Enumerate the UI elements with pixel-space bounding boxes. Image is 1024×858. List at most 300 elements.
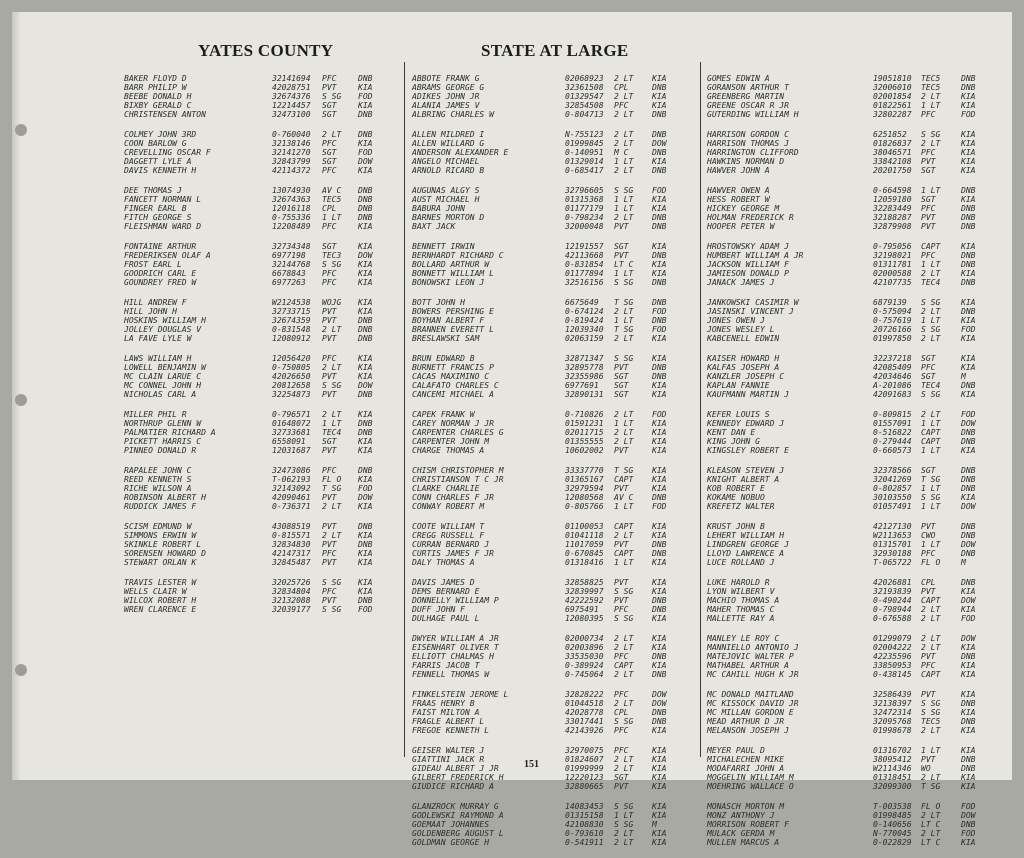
entry-status: KIA: [358, 139, 373, 148]
entry-serial: W2113653: [873, 531, 912, 540]
entry-serial: 32132088: [272, 596, 311, 605]
entry-status: FOD: [358, 605, 373, 614]
entry-serial: 33337770: [565, 466, 604, 475]
entry-name: CHISM CHRISTOPHER M: [412, 466, 504, 475]
entry-grade: FL O: [921, 802, 941, 811]
entry-status: DOW: [358, 381, 373, 390]
entry-grade: PFC: [921, 363, 936, 372]
entry-serial: 33017441: [565, 717, 604, 726]
entry-grade: 2 LT: [921, 634, 941, 643]
entry-grade: SGT: [921, 466, 936, 475]
roster-entry: [707, 157, 1005, 166]
entry-serial: 32843799: [272, 157, 311, 166]
roster-entry: [707, 838, 1005, 847]
entry-serial: 01998485: [873, 811, 912, 820]
entry-name: BOLLARD ARTHUR W: [412, 260, 490, 269]
entry-grade: PVT: [614, 222, 629, 231]
entry-serial: 0-710826: [565, 410, 604, 419]
entry-name: ALLEN WILLARD G: [412, 139, 485, 148]
roster-entry: [412, 522, 694, 531]
roster-entry: [707, 390, 1005, 399]
entry-status: KIA: [652, 746, 667, 755]
entry-name: GILBERT FREDERICK H: [412, 773, 504, 782]
entry-name: KINGSLEY ROBERT E: [707, 446, 789, 455]
entry-grade: S SG: [921, 493, 941, 502]
roster-entry: [124, 587, 396, 596]
entry-status: KIA: [652, 242, 667, 251]
entry-serial: 33842108: [873, 157, 912, 166]
entry-name: BAXT JACK: [412, 222, 456, 231]
roster-entry: [707, 782, 1005, 791]
roster-entry: [707, 260, 1005, 269]
entry-status: KIA: [961, 605, 976, 614]
entry-grade: PVT: [322, 83, 337, 92]
entry-status: DNB: [961, 278, 976, 287]
roster-entry: [412, 531, 694, 540]
entry-serial: 01648072: [272, 419, 311, 428]
entry-serial: 0-660573: [873, 446, 912, 455]
entry-grade: TEC3: [322, 251, 342, 260]
roster-entry: [124, 334, 396, 343]
entry-grade: SGT: [322, 148, 337, 157]
entry-status: DNB: [358, 195, 373, 204]
entry-name: JANKOWSKI CASIMIR W: [707, 298, 799, 307]
entry-grade: S SG: [322, 260, 342, 269]
entry-grade: WOJG: [322, 298, 342, 307]
roster-group: [707, 130, 1005, 175]
roster-entry: [412, 166, 694, 175]
entry-name: LAWS WILLIAM H: [124, 354, 192, 363]
entry-serial: 32193839: [873, 587, 912, 596]
roster-entry: [412, 764, 694, 773]
roster-entry: [124, 419, 396, 428]
entry-status: DOW: [652, 699, 667, 708]
entry-serial: 32141694: [272, 74, 311, 83]
entry-serial: 32039177: [272, 605, 311, 614]
column-divider: [404, 62, 405, 757]
entry-serial: 12191557: [565, 242, 604, 251]
entry-grade: 2 LT: [921, 139, 941, 148]
entry-serial: 42034646: [873, 372, 912, 381]
entry-serial: 32006010: [873, 83, 912, 92]
roster-entry: [412, 195, 694, 204]
roster-entry: [707, 614, 1005, 623]
entry-status: DNB: [358, 74, 373, 83]
roster-entry: [707, 699, 1005, 708]
entry-serial: 14083453: [565, 802, 604, 811]
entry-serial: 32839997: [565, 587, 604, 596]
roster-entry: [412, 213, 694, 222]
roster-entry: [412, 652, 694, 661]
roster-group: [412, 410, 694, 455]
entry-status: DNB: [652, 717, 667, 726]
entry-serial: 10602002: [565, 446, 604, 455]
entry-serial: 0-140656: [873, 820, 912, 829]
roster-entry: [412, 381, 694, 390]
roster-entry: [707, 101, 1005, 110]
roster-group: [124, 74, 396, 119]
entry-serial: 0-804713: [565, 110, 604, 119]
entry-grade: PVT: [921, 690, 936, 699]
entry-grade: 1 LT: [322, 213, 342, 222]
entry-status: DNB: [358, 522, 373, 531]
entry-name: DAVIS KENNETH H: [124, 166, 197, 175]
entry-serial: 32025726: [272, 578, 311, 587]
entry-name: KLEASON STEVEN J: [707, 466, 785, 475]
entry-serial: 01311781: [873, 260, 912, 269]
entry-grade: PFC: [921, 204, 936, 213]
entry-name: ANGELO MICHAEL: [412, 157, 480, 166]
entry-status: M: [961, 372, 966, 381]
entry-serial: 32095768: [873, 717, 912, 726]
entry-status: DNB: [652, 372, 667, 381]
entry-status: KIA: [652, 381, 667, 390]
roster-entry: [412, 83, 694, 92]
entry-name: ANDERSON ALEXANDER E: [412, 148, 509, 157]
entry-grade: 1 LT: [921, 502, 941, 511]
entry-serial: 01997850: [873, 334, 912, 343]
roster-entry: [707, 419, 1005, 428]
entry-grade: CPL: [614, 708, 629, 717]
entry-serial: 32378566: [873, 466, 912, 475]
entry-name: MC CLAIN LARUE C: [124, 372, 202, 381]
entry-status: KIA: [961, 316, 976, 325]
roster-entry: [124, 522, 396, 531]
entry-name: ABRAMS GEORGE G: [412, 83, 485, 92]
entry-serial: 32834830: [272, 540, 311, 549]
entry-serial: T-003538: [873, 802, 912, 811]
entry-name: MATHABEL ARTHUR A: [707, 661, 789, 670]
entry-status: DNB: [652, 166, 667, 175]
roster-entry: [124, 363, 396, 372]
roster-entry: [707, 363, 1005, 372]
roster-group: [124, 466, 396, 511]
entry-status: DNB: [961, 222, 976, 231]
entry-serial: 20201750: [873, 166, 912, 175]
entry-status: KIA: [652, 354, 667, 363]
entry-serial: 0-815571: [272, 531, 311, 540]
roster-entry: [412, 410, 694, 419]
entry-status: KIA: [652, 811, 667, 820]
entry-name: BIXBY GERALD C: [124, 101, 192, 110]
entry-serial: 01299079: [873, 634, 912, 643]
entry-name: AUST MICHAEL H: [412, 195, 480, 204]
entry-name: DWYER WILLIAM A JR: [412, 634, 499, 643]
entry-serial: T-062193: [272, 475, 311, 484]
entry-grade: PVT: [614, 251, 629, 260]
entry-name: NORTHRUP GLENN W: [124, 419, 202, 428]
entry-serial: 0-757619: [873, 316, 912, 325]
entry-grade: 2 LT: [614, 139, 634, 148]
entry-name: BONNETT WILLIAM L: [412, 269, 494, 278]
entry-name: JONES OWEN J: [707, 316, 765, 325]
entry-grade: S SG: [614, 186, 634, 195]
roster-entry: [412, 157, 694, 166]
roster-entry: [412, 110, 694, 119]
entry-serial: 32188287: [873, 213, 912, 222]
entry-grade: 2 LT: [921, 829, 941, 838]
entry-status: KIA: [652, 466, 667, 475]
entry-name: DEMS BERNARD E: [412, 587, 480, 596]
entry-serial: 42143926: [565, 726, 604, 735]
entry-status: DNB: [961, 484, 976, 493]
roster-group: [412, 578, 694, 623]
entry-serial: 0-745064: [565, 670, 604, 679]
entry-name: MACHIO THOMAS A: [707, 596, 780, 605]
roster-entry: [412, 269, 694, 278]
entry-name: MULACK GERDA M: [707, 829, 775, 838]
entry-grade: PFC: [921, 661, 936, 670]
entry-grade: 2 LT: [614, 699, 634, 708]
entry-grade: T SG: [614, 466, 634, 475]
roster-entry: [707, 186, 1005, 195]
entry-status: KIA: [961, 670, 976, 679]
entry-grade: 2 LT: [614, 531, 634, 540]
entry-name: LEHERT WILLIAM H: [707, 531, 785, 540]
entry-status: DNB: [358, 325, 373, 334]
roster-entry: [124, 157, 396, 166]
roster-entry: [412, 428, 694, 437]
entry-name: FITCH GEORGE S: [124, 213, 192, 222]
entry-name: DUFF JOHN F: [412, 605, 465, 614]
entry-status: KIA: [652, 531, 667, 540]
roster-entry: [707, 437, 1005, 446]
roster-group: [124, 298, 396, 343]
entry-grade: S SG: [614, 278, 634, 287]
entry-name: BURNETT FRANCIS P: [412, 363, 494, 372]
entry-grade: 2 LT: [322, 410, 342, 419]
entry-grade: S SG: [921, 298, 941, 307]
roster-group: [707, 578, 1005, 623]
entry-grade: 2 LT: [921, 614, 941, 623]
entry-grade: 2 LT: [614, 634, 634, 643]
entry-serial: 32138146: [272, 139, 311, 148]
entry-name: COOTE WILLIAM T: [412, 522, 485, 531]
entry-grade: 2 LT: [921, 605, 941, 614]
entry-status: FOD: [961, 110, 976, 119]
roster-entry: [707, 726, 1005, 735]
roster-entry: [707, 130, 1005, 139]
entry-name: MAHER THOMAS C: [707, 605, 775, 614]
entry-name: CANCEMI MICHAEL A: [412, 390, 494, 399]
entry-name: FINGER EARL B: [124, 204, 187, 213]
entry-name: GOMES EDWIN A: [707, 74, 770, 83]
entry-grade: PVT: [614, 578, 629, 587]
entry-serial: 42028778: [565, 708, 604, 717]
entry-status: DNB: [358, 419, 373, 428]
entry-status: DNB: [652, 298, 667, 307]
entry-grade: S SG: [921, 708, 941, 717]
entry-grade: 2 LT: [921, 643, 941, 652]
entry-grade: 1 LT: [614, 419, 634, 428]
roster-entry: [412, 699, 694, 708]
roster-entry: [412, 558, 694, 567]
entry-status: DOW: [961, 596, 976, 605]
entry-grade: PFC: [322, 166, 337, 175]
entry-serial: 32138397: [873, 699, 912, 708]
roster-entry: [707, 204, 1005, 213]
entry-status: KIA: [961, 746, 976, 755]
entry-serial: 12056420: [272, 354, 311, 363]
roster-group: [412, 298, 694, 343]
entry-status: KIA: [358, 278, 373, 287]
entry-status: KIA: [358, 222, 373, 231]
entry-grade: TEC5: [921, 717, 941, 726]
roster-entry: [412, 802, 694, 811]
entry-grade: SGT: [921, 354, 936, 363]
entry-status: DNB: [358, 390, 373, 399]
roster-entry: [707, 522, 1005, 531]
entry-name: CHARGE THOMAS A: [412, 446, 485, 455]
roster-group: [707, 74, 1005, 119]
entry-grade: SGT: [322, 110, 337, 119]
entry-serial: 32854508: [565, 101, 604, 110]
entry-serial: 6977691: [565, 381, 599, 390]
roster-entry: [707, 587, 1005, 596]
roster-entry: [412, 773, 694, 782]
entry-status: KIA: [358, 363, 373, 372]
entry-name: MC KISSOCK DAVID JR: [707, 699, 799, 708]
entry-grade: PFC: [322, 587, 337, 596]
roster-entry: [124, 381, 396, 390]
entry-name: ARNOLD RICARD B: [412, 166, 485, 175]
entry-serial: 01329547: [565, 92, 604, 101]
entry-serial: 01318451: [873, 773, 912, 782]
entry-status: DNB: [961, 699, 976, 708]
roster-entry: [412, 578, 694, 587]
entry-grade: S SG: [614, 717, 634, 726]
roster-entry: [707, 195, 1005, 204]
entry-serial: 42085409: [873, 363, 912, 372]
roster-entry: [707, 690, 1005, 699]
entry-status: DNB: [652, 540, 667, 549]
entry-grade: TEC5: [921, 74, 941, 83]
roster-entry: [412, 204, 694, 213]
entry-grade: 1 LT: [921, 484, 941, 493]
entry-name: MANLEY LE ROY C: [707, 634, 780, 643]
entry-serial: 20812658: [272, 381, 311, 390]
entry-grade: 2 LT: [614, 838, 634, 847]
roster-entry: [412, 325, 694, 334]
entry-status: KIA: [358, 101, 373, 110]
entry-name: GIDEAU ALBERT J JR: [412, 764, 499, 773]
entry-status: KIA: [652, 838, 667, 847]
entry-grade: CPL: [322, 204, 337, 213]
entry-name: HOOPER PETER W: [707, 222, 775, 231]
entry-status: DOW: [961, 419, 976, 428]
entry-serial: 0-805766: [565, 502, 604, 511]
entry-grade: S SG: [322, 92, 342, 101]
roster-entry: [412, 101, 694, 110]
entry-status: KIA: [652, 269, 667, 278]
roster-entry: [707, 110, 1005, 119]
roster-entry: [412, 587, 694, 596]
entry-grade: PFC: [322, 139, 337, 148]
roster-entry: [412, 298, 694, 307]
entry-name: BOYHAN ALBERT F: [412, 316, 485, 325]
entry-serial: 32143092: [272, 484, 311, 493]
entry-status: DNB: [652, 316, 667, 325]
entry-serial: 32895778: [565, 363, 604, 372]
roster-entry: [412, 690, 694, 699]
entry-grade: AV C: [614, 493, 634, 502]
entry-name: DAVIS JAMES D: [412, 578, 475, 587]
roster-entry: [412, 661, 694, 670]
entry-name: FREDERIKSEN OLAF A: [124, 251, 211, 260]
entry-status: KIA: [652, 726, 667, 735]
entry-serial: 32000048: [565, 222, 604, 231]
roster-entry: [412, 316, 694, 325]
roster-entry: [124, 101, 396, 110]
entry-status: KIA: [652, 782, 667, 791]
entry-serial: 12214457: [272, 101, 311, 110]
entry-grade: 2 LT: [921, 773, 941, 782]
entry-status: DNB: [961, 186, 976, 195]
entry-grade: PVT: [614, 363, 629, 372]
roster-group: [707, 802, 1005, 847]
roster-entry: [124, 502, 396, 511]
roster-entry: [707, 148, 1005, 157]
entry-name: CLARKE CHARLIE: [412, 484, 480, 493]
entry-serial: 0-279444: [873, 437, 912, 446]
entry-name: ELLIOTT CHALMAS H: [412, 652, 494, 661]
entry-serial: 32473086: [272, 466, 311, 475]
entry-status: FOD: [358, 92, 373, 101]
roster-column-state-2: [707, 74, 1005, 858]
entry-grade: 2 LT: [614, 643, 634, 652]
roster-entry: [124, 83, 396, 92]
roster-group: [412, 522, 694, 567]
roster-entry: [124, 410, 396, 419]
entry-serial: 0-389924: [565, 661, 604, 670]
entry-status: DOW: [358, 493, 373, 502]
entry-serial: 32834804: [272, 587, 311, 596]
entry-grade: PVT: [614, 446, 629, 455]
entry-grade: PVT: [921, 587, 936, 596]
entry-serial: 6678843: [272, 269, 306, 278]
roster-entry: [124, 92, 396, 101]
entry-grade: LT C: [921, 820, 941, 829]
entry-name: SIMMONS ERWIN W: [124, 531, 197, 540]
entry-name: MELANSON JOSEPH J: [707, 726, 789, 735]
roster-entry: [124, 437, 396, 446]
entry-name: JAMIESON DONALD P: [707, 269, 789, 278]
entry-name: ROBINSON ALBERT H: [124, 493, 206, 502]
entry-name: BARR PHILIP W: [124, 83, 187, 92]
entry-status: DNB: [961, 381, 976, 390]
entry-name: JACKSON WILLIAM F: [707, 260, 789, 269]
entry-status: DNB: [358, 110, 373, 119]
entry-serial: 02004222: [873, 643, 912, 652]
entry-status: DNB: [961, 475, 976, 484]
roster-entry: [412, 475, 694, 484]
entry-name: LOWELL BENJAMIN W: [124, 363, 206, 372]
entry-name: STEWART ORLAN K: [124, 558, 197, 567]
entry-name: HROSTOWSKY ADAM J: [707, 242, 789, 251]
roster-entry: [124, 139, 396, 148]
entry-name: MANNIELLO ANTONIO J: [707, 643, 799, 652]
roster-entry: [124, 242, 396, 251]
entry-grade: PFC: [322, 222, 337, 231]
entry-status: KIA: [652, 578, 667, 587]
entry-grade: 2 LT: [614, 670, 634, 679]
entry-name: BEEBE DONALD H: [124, 92, 192, 101]
entry-status: DNB: [961, 717, 976, 726]
entry-serial: 01557091: [873, 419, 912, 428]
entry-name: MATEJOVIC WALTER P: [707, 652, 794, 661]
roster-entry: [707, 381, 1005, 390]
entry-name: BRESLAWSKI SAM: [412, 334, 480, 343]
